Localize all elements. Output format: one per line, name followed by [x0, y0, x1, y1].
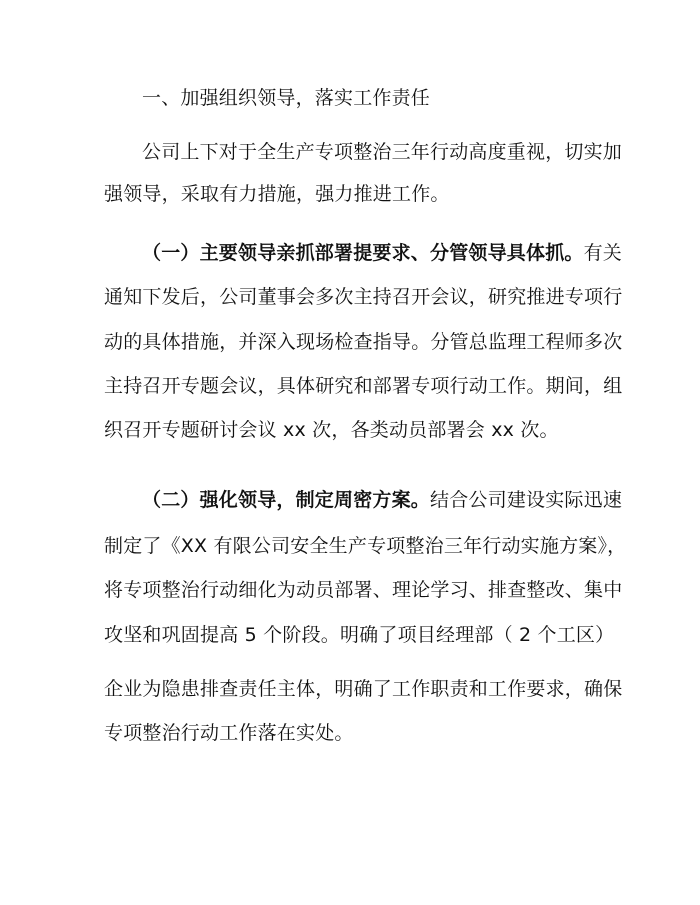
section1-line-3: 主持召开专题会议，具体研究和部署专项行动工作。期间，组 [104, 375, 623, 397]
section1-lead [142, 241, 622, 265]
section2-line-3: 攻坚和巩固提高 5 个阶段。明确了项目经理部（ 2 个工区） [104, 624, 615, 646]
section-heading: 一、加强组织领导，落实工作责任 [142, 87, 431, 109]
intro-line-1: 公司上下对于全生产专项整治三年行动高度重视，切实加 [142, 141, 623, 163]
section1-lead-bold: （一）主要领导亲抓部署提要求、分管领导具体抓。 [142, 242, 584, 264]
section1-line-4: 织召开专题研讨会议 xx 次，各类动员部署会 xx 次。 [104, 419, 559, 441]
section2-line-2: 将专项整治行动细化为动员部署、理论学习、排查整改、集中 [104, 579, 623, 601]
section1-line-1: 通知下发后，公司董事会多次主持召开会议，研究推进专项行 [104, 286, 623, 308]
intro-line-2: 强领导，采取有力措施，强力推进工作。 [104, 183, 450, 205]
section2-line-4: 企业为隐患排查责任主体，明确了工作职责和工作要求，确保 [104, 678, 623, 700]
section2-line-1: 制定了《XX 有限公司安全生产专项整治三年行动实施方案》， [104, 535, 627, 557]
section2-lead [142, 488, 622, 512]
section2-lead-rest: 结合公司建设实际迅速 [430, 489, 623, 511]
section1-lead-rest: 有关 [583, 242, 623, 264]
section2-line-5: 专项整治行动工作落在实处。 [104, 722, 354, 744]
section2-lead-bold: （二）强化领导，制定周密方案。 [142, 489, 431, 511]
section1-line-2: 动的具体措施，并深入现场检查指导。分管总监理工程师多次 [104, 331, 623, 353]
